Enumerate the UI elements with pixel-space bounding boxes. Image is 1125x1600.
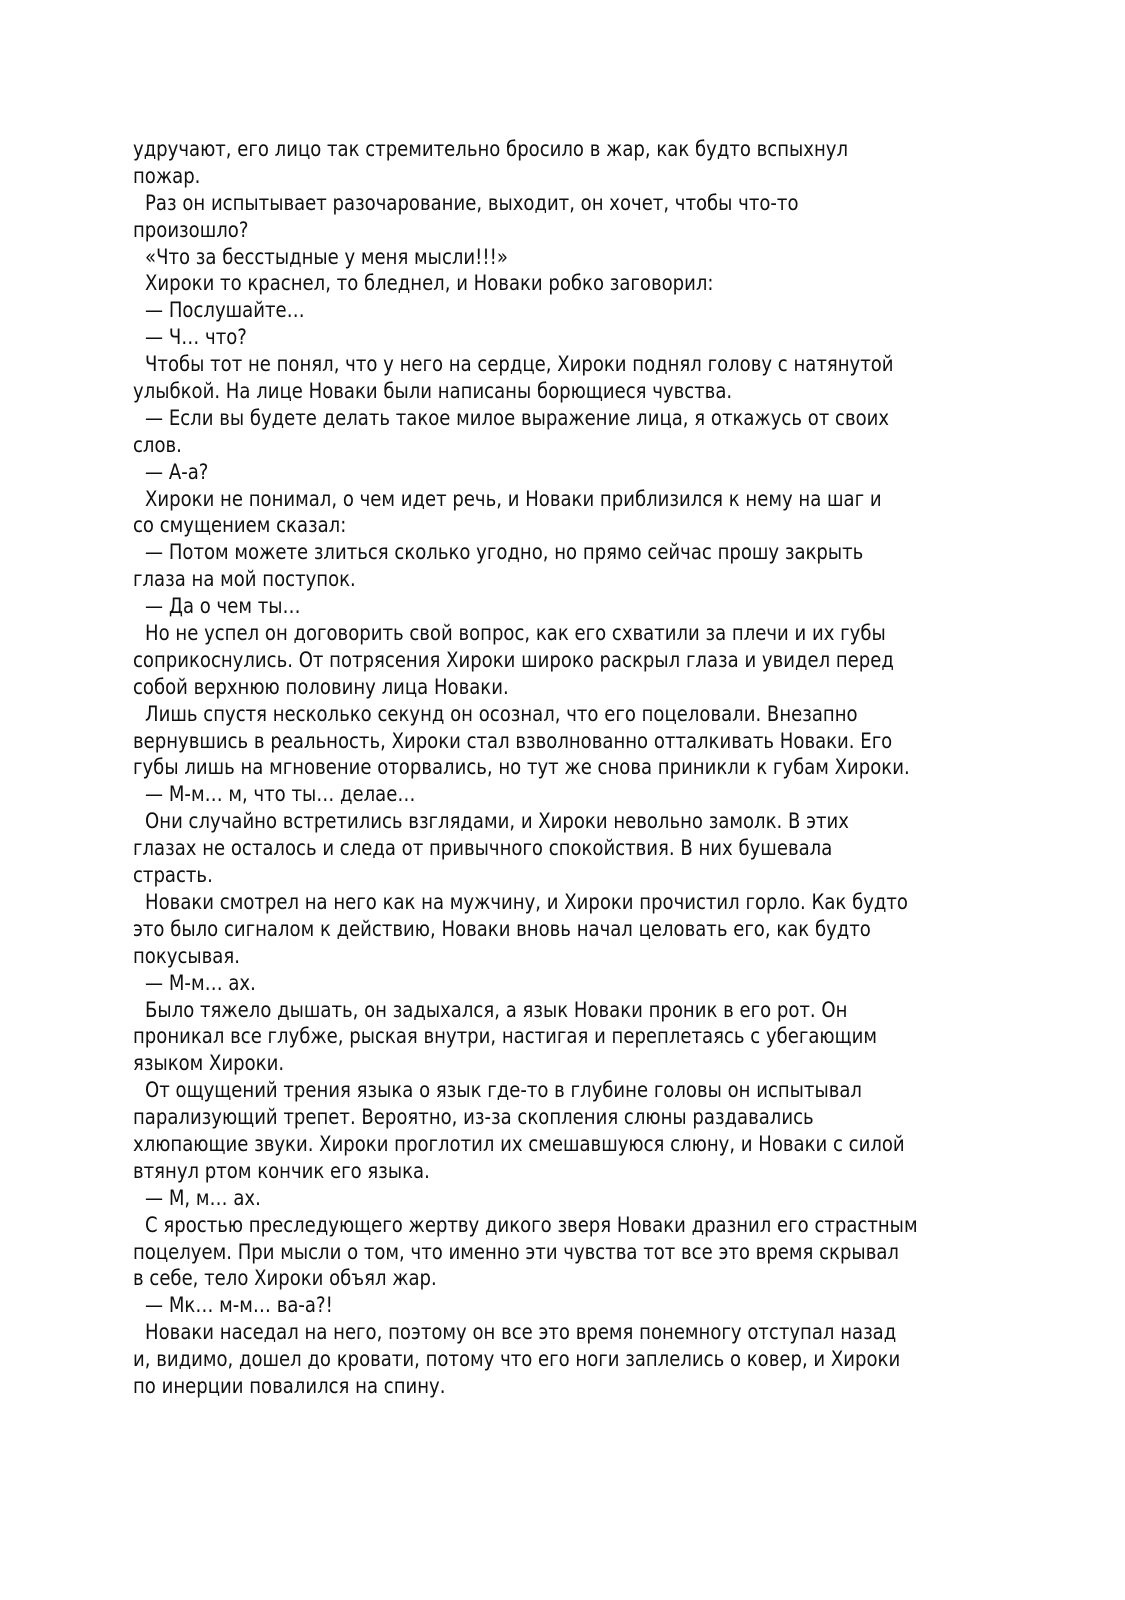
text-line: — А-а? <box>145 459 209 484</box>
text-line: парализующий трепет. Вероятно, из-за скопления слюны раздавались <box>133 1105 814 1130</box>
text-line: От ощущений трения языка о язык где-то в глубине головы он испытывал <box>145 1078 862 1103</box>
text-line: втянул ртом кончик его языка. <box>133 1158 430 1183</box>
paragraph <box>133 136 993 190</box>
paragraph <box>133 486 993 540</box>
text-line: хлюпающие звуки. Хироки проглотил их смешавшуюся слюну, и Новаки с силой <box>133 1131 905 1156</box>
text-line: произошло? <box>133 217 249 242</box>
text-line: С яростью преследующего жертву дикого зверя Новаки дразнил его страстным <box>145 1212 918 1237</box>
page-text <box>133 136 993 1400</box>
paragraph <box>133 781 993 808</box>
paragraph <box>133 405 993 459</box>
paragraph <box>133 324 993 351</box>
text-line: и, видимо, дошел до кровати, потому что его ноги заплелись о ковер, и Хироки <box>133 1347 901 1372</box>
text-line: по инерции повалился на спину. <box>133 1373 446 1398</box>
paragraph <box>133 459 993 486</box>
paragraph <box>133 244 993 271</box>
text-line: Было тяжело дышать, он задыхался, а язык Новаки проник в его рот. Он <box>145 997 848 1022</box>
text-line: — М, м… ах. <box>145 1185 261 1210</box>
paragraph <box>133 970 993 997</box>
text-line: пожар. <box>133 163 201 188</box>
text-line: Новаки смотрел на него как на мужчину, и Хироки прочистил горло. Как будто <box>145 889 908 914</box>
text-line: улыбкой. На лице Новаки были написаны борющиеся чувства. <box>133 379 733 404</box>
paragraph <box>133 539 993 593</box>
text-line: — Если вы будете делать такое милое выражение лица, я откажусь от своих <box>145 405 890 430</box>
text-line: вернувшись в реальность, Хироки стал взволнованно отталкивать Новаки. Его <box>133 728 893 753</box>
text-line: — Послушайте… <box>145 298 305 323</box>
text-line: Хироки не понимал, о чем идет речь, и Новаки приблизился к нему на шаг и <box>145 486 882 511</box>
paragraph <box>133 1185 993 1212</box>
text-line: — Мк… м-м… ва-а?! <box>145 1293 333 1318</box>
paragraph <box>133 997 993 1078</box>
paragraph <box>133 1292 993 1319</box>
text-line: Хироки то краснел, то бледнел, и Новаки робко заговорил: <box>145 271 714 296</box>
paragraph <box>133 1212 993 1293</box>
text-line: это было сигналом к действию, Новаки вновь начал целовать его, как будто <box>133 916 871 941</box>
text-line: — М-м… м, что ты… делае… <box>145 782 416 807</box>
text-line: удручают, его лицо так стремительно бросило в жар, как будто вспыхнул <box>133 137 848 161</box>
text-line: соприкоснулись. От потрясения Хироки широко раскрыл глаза и увидел перед <box>133 647 894 672</box>
paragraph <box>133 270 993 297</box>
text-line: — М-м… ах. <box>145 970 256 995</box>
text-line: Они случайно встретились взглядами, и Хироки невольно замолк. В этих <box>145 809 849 834</box>
text-line: — Ч… что? <box>145 325 247 350</box>
text-line: глаза на мой поступок. <box>133 567 356 592</box>
paragraph <box>133 1077 993 1185</box>
text-line: поцелуем. При мысли о том, что именно эти чувства тот все это время скрывал <box>133 1239 899 1264</box>
paragraph <box>133 1319 993 1400</box>
text-line: со смущением сказал: <box>133 513 347 538</box>
text-line: Новаки наседал на него, поэтому он все это время понемногу отступал назад <box>145 1320 897 1345</box>
text-line: Но не успел он договорить свой вопрос, как его схватили за плечи и их губы <box>145 621 886 646</box>
text-line: покусывая. <box>133 943 240 968</box>
text-line: слов. <box>133 432 182 457</box>
text-line: языком Хироки. <box>133 1051 285 1076</box>
paragraph <box>133 190 993 244</box>
paragraph <box>133 701 993 782</box>
text-line: «Что за бесстыдные у меня мысли!!!» <box>145 244 508 269</box>
text-line: губы лишь на мгновение оторвались, но тут же снова приникли к губам Хироки. <box>133 755 910 780</box>
text-line: — Да о чем ты… <box>145 594 301 619</box>
paragraph <box>133 808 993 889</box>
paragraph <box>133 351 993 405</box>
paragraph <box>133 620 993 701</box>
text-line: собой верхнюю половину лица Новаки. <box>133 674 509 699</box>
text-line: — Потом можете злиться сколько угодно, но прямо сейчас прошу закрыть <box>145 540 864 565</box>
paragraph <box>133 593 993 620</box>
paragraph <box>133 297 993 324</box>
text-line: проникал все глубже, рыская внутри, настигая и переплетаясь с убегающим <box>133 1024 878 1049</box>
text-line: Чтобы тот не понял, что у него на сердце, Хироки поднял голову с натянутой <box>145 352 894 377</box>
text-line: в себе, тело Хироки объял жар. <box>133 1266 437 1291</box>
paragraph <box>133 889 993 970</box>
text-line: глазах не осталось и следа от привычного спокойствия. В них бушевала <box>133 836 833 861</box>
text-line: Раз он испытывает разочарование, выходит, он хочет, чтобы что-то <box>145 190 799 215</box>
text-line: Лишь спустя несколько секунд он осознал, что его поцеловали. Внезапно <box>145 701 858 726</box>
text-line: страсть. <box>133 863 213 888</box>
